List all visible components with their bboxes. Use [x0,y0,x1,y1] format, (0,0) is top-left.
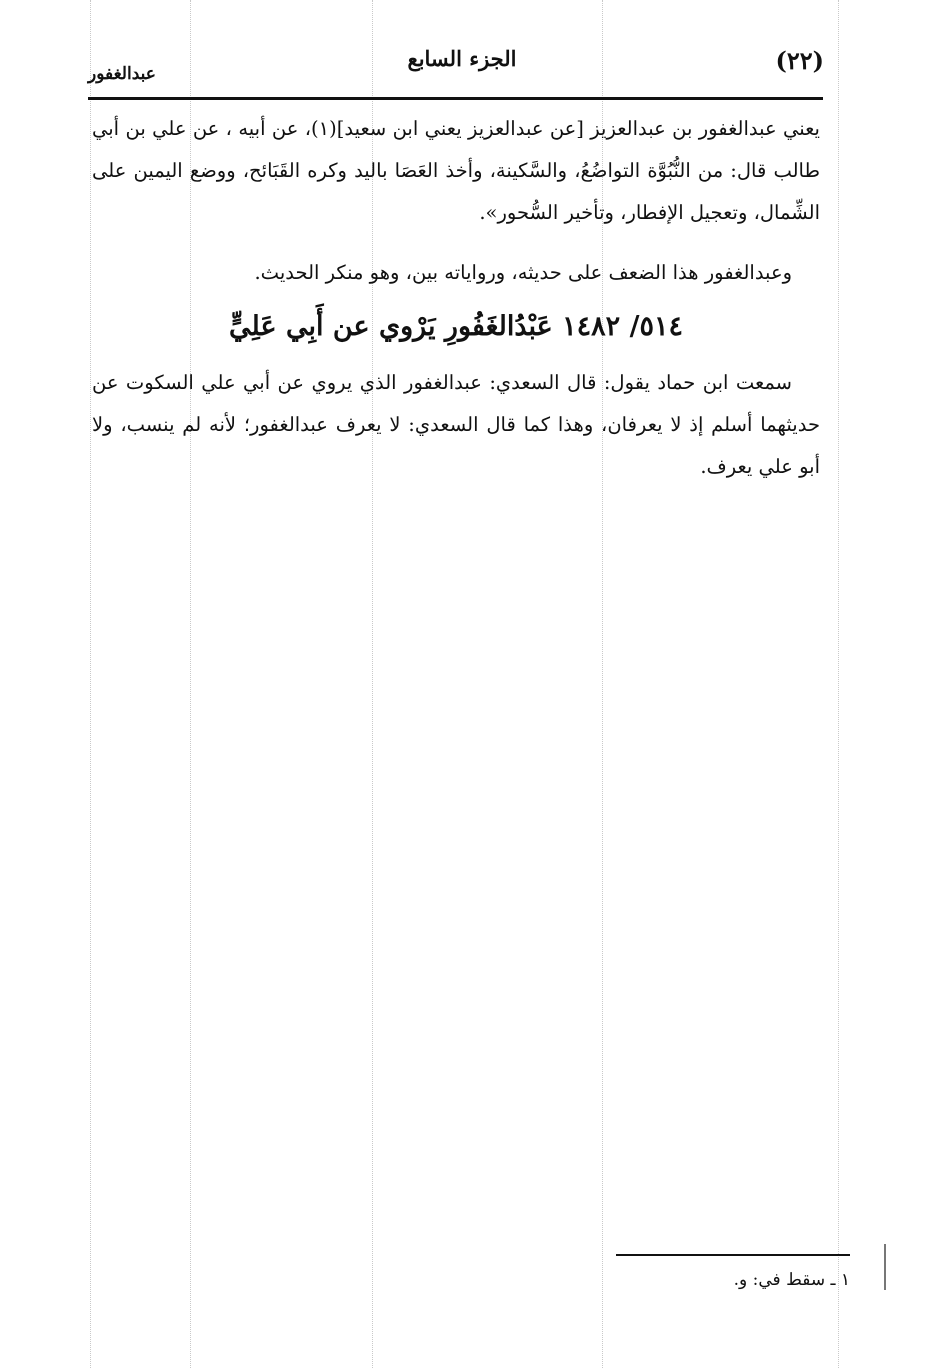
scan-artifact-line [838,0,839,1368]
volume-title: الجزء السابع [407,46,517,71]
running-header [88,40,836,100]
header-rule [88,97,823,100]
footnote-rule [616,1254,850,1256]
entry-heading: ٥١٤/ ١٤٨٢ عَبْدُالغَفُورِ يَرْوي عن أَبِي عَلِيٍّ [229,311,683,342]
margin-mark [884,1244,886,1290]
paragraph-3: سمعت ابن حماد يقول: قال السعدي: عبدالغفور الذي يروي عن أبي علي السكوت عن حديثهما أسلم إذ لا يعرفان، وهذا كما قال السعدي: لا يعرف عبدالغفور؛ لأنه لم ينسب، ولا أبو علي يعرف. [92,371,820,478]
running-name: عبدالغفور [88,64,156,84]
footnote-1: ١ ـ سقط في: و. [733,1270,850,1290]
paragraph-1: يعني عبدالغفور بن عبدالعزيز [عن عبدالعزيز يعني ابن سعيد](١)، عن أبيه ، عن علي بن أبي طالب قال: من النُّبُوَّة التواضُعُ، والسَّكينة، وأخذ العَصَا باليد وكره القَبَائح، ووضع اليمين على الشِّمال، وتعجيل الإفطار، وتأخير السُّحور». [92,117,820,224]
scan-artifact-line [90,0,91,1368]
page-number: (٢٢) [775,46,824,75]
paragraph-2: وعبدالغفور هذا الضعف على حديثه، ورواياته بين، وهو منكر الحديث. [254,261,792,284]
